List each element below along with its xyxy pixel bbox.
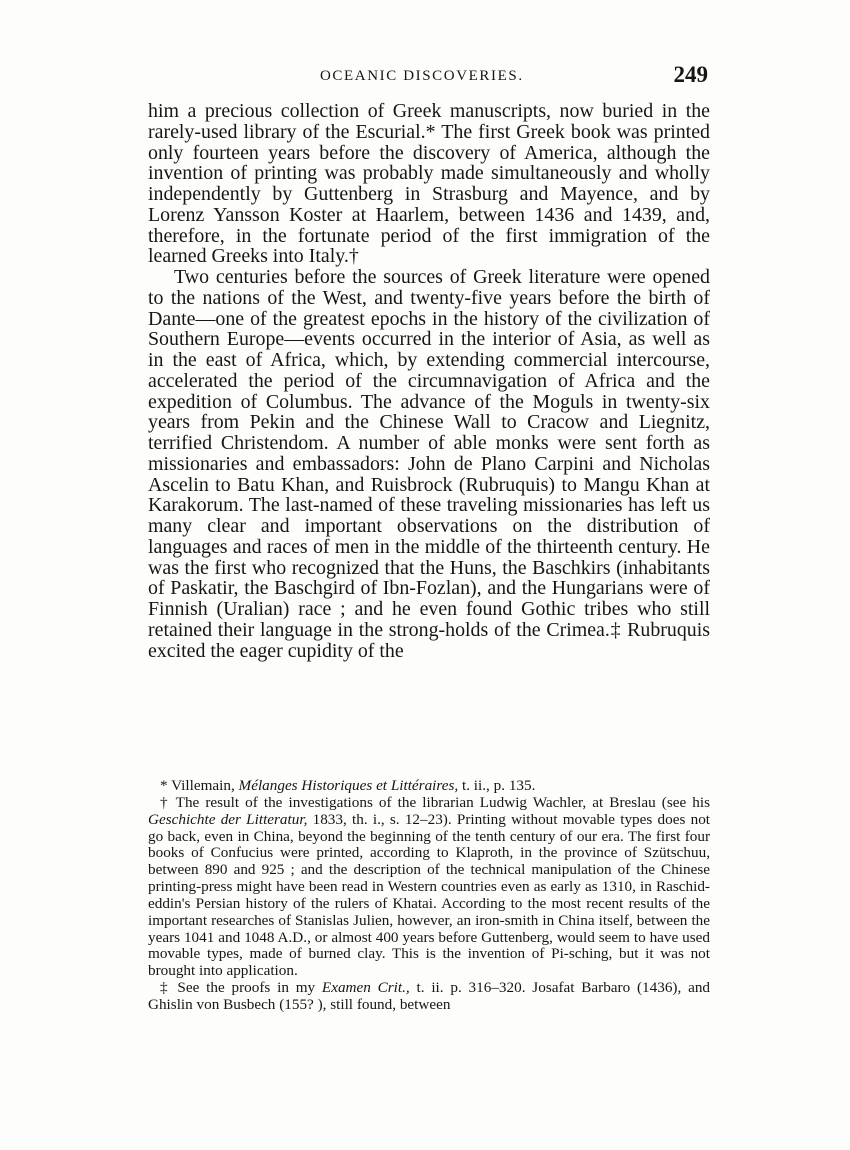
paragraph-2-text-b: Rubruquis excited the eager cupidity of the <box>148 618 710 662</box>
footnote-1-rest: t. ii., p. 135. <box>458 777 536 794</box>
footnote-3 <box>148 980 710 1014</box>
footnote-ref-dagger: † <box>348 245 359 268</box>
paragraph-2-text-a: Two centuries before the sources of Greek literature were opened to the nations of the West, and twenty-five years before the birth of Dante—one of the greatest epochs in the history of the civilization of Southern Europe—events occurred in the interior of Asia, as well as in the east of Africa, which, by extending commercial intercourse, accelerated the period of the circumnavigation of Africa and the expedition of Columbus. The advance of the Moguls in twenty-six years from Pekin and the Chinese Wall to Cracow and Liegnitz, terrified Christendom. A number of able monks were sent forth as missionaries and embassadors: John de Plano Carpini and Nicholas Ascelin to Batu Khan, and Ruisbrock (Rubruquis) to Mangu Khan at Karakorum. The last-named of these traveling missionaries has left us many clear and important observations on the distribution of languages and races of men in the middle of the thirteenth century. He was the first who recognized that the Huns, the Baschkirs (inhabitants of Paskatir, the Baschgird of Ibn-Fozlan), and the Hungarians were of Finnish (Uralian) race ; and he even found Gothic tribes who still retained their language in the strong-holds of the Crimea. <box>148 266 710 641</box>
body-paragraph-1 <box>148 101 710 267</box>
footnote-1-mark: * <box>160 777 168 794</box>
footnote-3-text-b: t. ii. p. 316–320. Josafat Barbaro (1436), and Ghislin von Busbech (155? ), still found, between <box>148 979 711 1013</box>
footnote-1-title: Mélanges Historiques et Littéraires, <box>238 777 459 794</box>
body-paragraph-2 <box>148 267 710 661</box>
footnote-1-author: Villemain, <box>167 777 239 794</box>
footnote-3-mark: ‡ <box>160 979 171 997</box>
footnote-2 <box>148 795 710 980</box>
footnotes <box>148 778 710 1014</box>
footnote-ref-asterisk: * <box>425 120 436 143</box>
paragraph-1-text-a: him a precious collection of Greek manuscripts, now buried in the rarely-used library of the Escurial. <box>148 100 710 143</box>
footnote-1 <box>148 778 710 795</box>
footnote-ref-double-dagger: ‡ <box>609 618 622 641</box>
page-number: 249 <box>673 62 708 87</box>
paragraph-1-text-b: The first Greek book was printed only fourteen years before the discovery of America, although the invention of printing was probably made simultaneously and wholly independently by Guttenberg in Strasburg and Mayence, and by Lorenz Yansson Koster at Haarlem, between 1436 and 1439, and, therefore, in the fortunate period of the first immigration of the learned Greeks into Italy. <box>148 120 710 268</box>
footnote-2-text-b: 1833, th. i., s. 12–23). Printing without movable types does not go back, even in China, beyond the beginning of the tenth century of our era. The first four books of Confucius were printed, according to Klaproth, in the province of Szütschuu, between 890 and 925 ; and the description of the technical manipulation of the Chinese printing-press might have been read in Western countries even as early as 1310, in Raschid-eddin's Persian history of the rulers of Khatai. According to the most recent results of the important researches of Stanislas Julien, however, an iron-smith in China itself, between the years 1041 and 1048 A.D., or almost 400 years before Guttenberg, would seem to have used movable types, made of burned clay. This is the invention of Pi-sching, but it was not brought into application. <box>148 810 711 980</box>
footnote-2-text-a: The result of the investigations of the librarian Ludwig Wachler, at Breslau (see his <box>169 793 711 811</box>
body-text <box>148 101 710 661</box>
footnote-2-mark: † <box>160 793 170 811</box>
footnote-3-text-a: See the proofs in my <box>170 979 322 997</box>
running-title: OCEANIC DISCOVERIES. <box>320 68 524 84</box>
footnote-2-title: Geschichte der Litteratur, <box>148 810 308 828</box>
footnote-3-title: Examen Crit., <box>321 979 410 997</box>
running-head <box>148 62 710 92</box>
